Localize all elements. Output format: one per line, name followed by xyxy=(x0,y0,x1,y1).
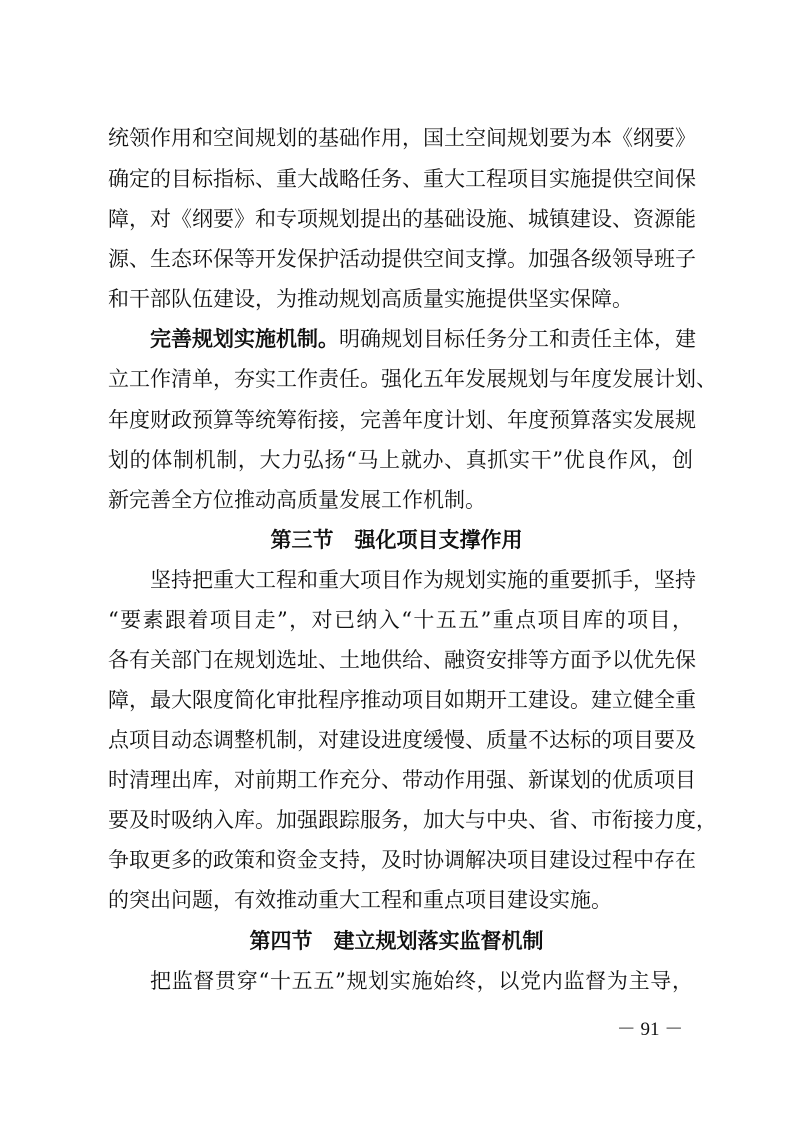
paragraph-text: 明确规划目标任务分工和责任主体，建 xyxy=(339,327,696,351)
paragraph-line: 立工作清单，夯实工作责任。强化五年发展规划与年度发展计划、 xyxy=(108,367,717,391)
paragraph-line: 障，最大限度简化审批程序推动项目如期开工建设。建立健全重 xyxy=(108,688,696,712)
page-number: － 91 － xyxy=(616,1019,684,1040)
paragraph-line: “要素跟着项目走”，对已纳入“十五五”重点项目库的项目， xyxy=(108,608,693,632)
paragraph-first-line: 坚持把重大工程和重大项目作为规划实施的重要抓手，坚持 xyxy=(150,568,696,592)
paragraph-line: 点项目动态调整机制，对建设进度缓慢、质量不达标的项目要及 xyxy=(108,728,696,752)
paragraph-line: 障，对《纲要》和专项规划提出的基础设施、城镇建设、资源能 xyxy=(108,207,696,231)
paragraph-line: 和干部队伍建设，为推动规划高质量实施提供坚实保障。 xyxy=(108,287,633,311)
section-heading: 第四节 建立规划落实监督机制 xyxy=(249,929,544,953)
paragraph-line: 统领作用和空间规划的基础作用，国土空间规划要为本《纲要》 xyxy=(108,126,696,150)
paragraph-line: 划的体制机制，大力弘扬“马上就办、真抓实干”优良作风，创 xyxy=(108,448,693,472)
paragraph-line: 争取更多的政策和资金支持，及时协调解决项目建设过程中存在 xyxy=(108,848,696,872)
paragraph-first-line xyxy=(150,319,696,359)
paragraph-line: 确定的目标指标、重大战略任务、重大工程项目实施提供空间保 xyxy=(108,167,696,191)
bold-lead-phrase: 完善规划实施机制。 xyxy=(150,327,339,351)
paragraph-line: 源、生态环保等开发保护活动提供空间支撑。加强各级领导班子 xyxy=(108,247,696,271)
paragraph-line: 时清理出库，对前期工作充分、带动作用强、新谋划的优质项目 xyxy=(108,768,696,792)
paragraph-line: 新完善全方位推动高质量发展工作机制。 xyxy=(108,488,486,512)
paragraph-first-line: 把监督贯穿“十五五”规划实施始终，以党内监督为主导， xyxy=(150,969,693,993)
section-heading: 第三节 强化项目支撑作用 xyxy=(270,528,523,552)
paragraph-line: 各有关部门在规划选址、土地供给、融资安排等方面予以优先保 xyxy=(108,648,696,672)
paragraph-line: 的突出问题，有效推动重大工程和重点项目建设实施。 xyxy=(108,888,612,912)
paragraph-line: 年度财政预算等统筹衔接，完善年度计划、年度预算落实发展规 xyxy=(108,408,696,432)
paragraph-line: 要及时吸纳入库。加强跟踪服务，加大与中央、省、市衔接力度， xyxy=(108,808,717,832)
